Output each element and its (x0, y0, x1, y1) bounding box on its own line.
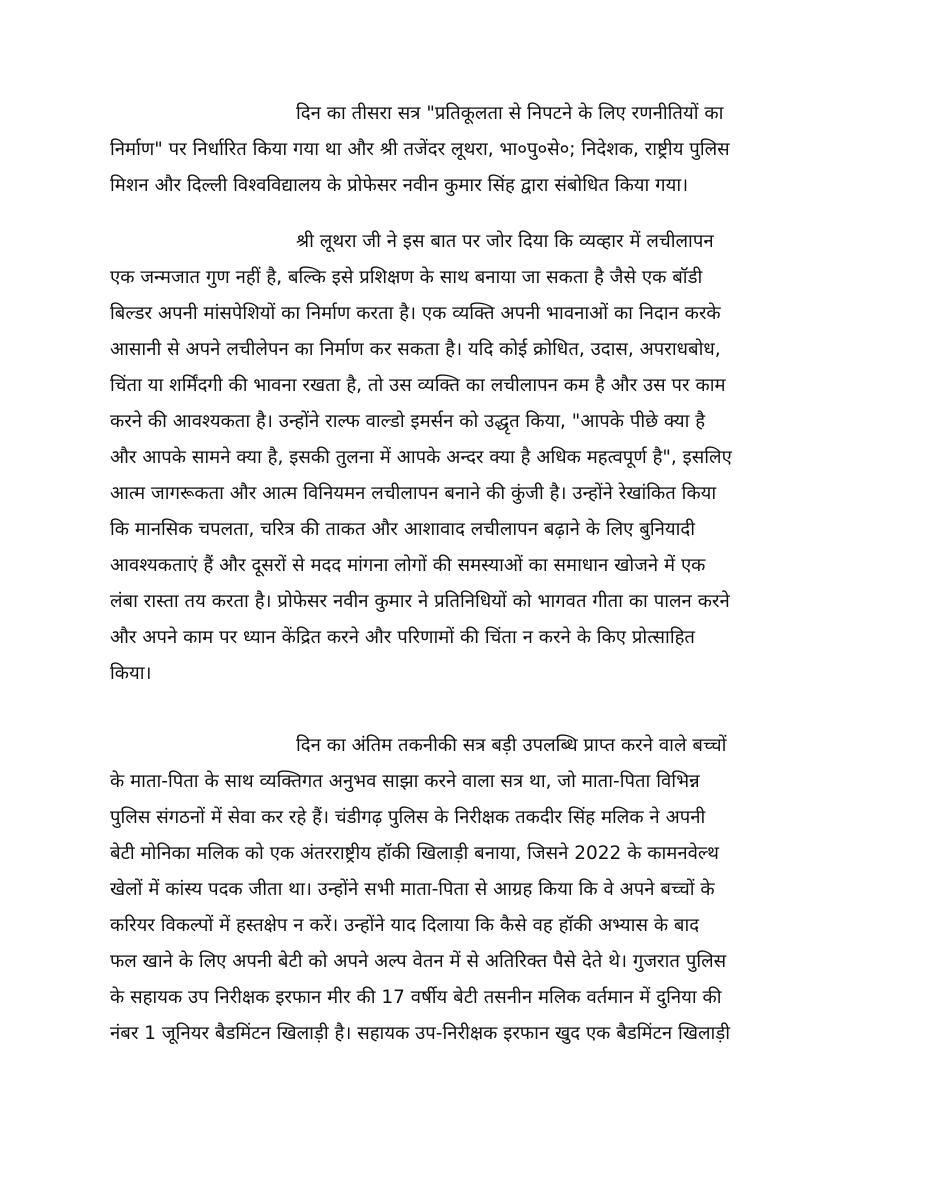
paragraph-line: दिन का अंतिम तकनीकी सत्र बड़ी उपलब्धि प्राप्त करने वाले बच्चों (296, 735, 727, 756)
paragraph-line: किया। (110, 663, 152, 684)
paragraph-line: फल खाने के लिए अपनी बेटी को अपने अल्प वेतन में से अतिरिक्त पैसे देते थे। गुजरात पुलिस (110, 951, 727, 972)
paragraph-line: और अपने काम पर ध्यान केंद्रित करने और परिणामों की चिंता न करने के किए प्रोत्साहित (110, 627, 695, 648)
paragraph-line: आवश्यकताएं हैं और दूसरों से मदद मांगना लोगों की समस्याओं का समाधान खोजने में एक (110, 555, 706, 576)
paragraph-line: आत्म जागरूकता और आत्म विनियमन लचीलापन बनाने की कुंजी है। उन्होंने रेखांकित किया (110, 483, 717, 504)
paragraph-line: मिशन और दिल्ली विश्वविद्यालय के प्रोफेसर नवीन कुमार सिंह द्वारा संबोधित किया गया। (110, 175, 689, 196)
paragraph-third-session (110, 96, 822, 204)
paragraph-line: दिन का तीसरा सत्र "प्रतिकूलता से निपटने के लिए रणनीतियों का (296, 103, 724, 124)
paragraph-line: निर्माण" पर निर्धारित किया गया था और श्री तजेंदर लूथरा, भा०पु०से०; निदेशक, राष्ट्रीय पुलिस (110, 139, 730, 160)
paragraph-line: आसानी से अपने लचीलेपन का निर्माण कर सकता है। यदि कोई क्रोधित, उदास, अपराधबोध, (110, 339, 721, 360)
paragraph-line: बेटी मोनिका मलिक को एक अंतरराष्ट्रीय हॉकी खिलाड़ी बनाया, जिसने 2022 के कामनवेल्थ (110, 843, 719, 864)
paragraph-line: पुलिस संगठनों में सेवा कर रहे हैं। चंडीगढ़ पुलिस के निरीक्षक तकदीर सिंह मलिक ने अपनी (110, 807, 706, 828)
paragraph-line: के सहायक उप निरीक्षक इरफान मीर की 17 वर्षीय बेटी तसनीन मलिक वर्तमान में दुनिया की (110, 987, 722, 1008)
paragraph-line: खेलों में कांस्य पदक जीता था। उन्होंने सभी माता-पिता से आग्रह किया कि वे अपने बच्चों के (110, 879, 715, 900)
paragraph-line: करने की आवश्यकता है। उन्होंने राल्फ वाल्डो इमर्सन को उद्धृत किया, "आपके पीछे क्या है (110, 411, 706, 432)
paragraph-line: नंबर 1 जूनियर बैडमिंटन खिलाड़ी है। सहायक उप-निरीक्षक इरफान खुद एक बैडमिंटन खिलाड़ी (110, 1023, 731, 1044)
paragraph-line: श्री लूथरा जी ने इस बात पर जोर दिया कि व्यव्हार में लचीलापन (296, 231, 714, 252)
paragraph-line: लंबा रास्ता तय करता है। प्रोफेसर नवीन कुमार ने प्रतिनिधियों को भागवत गीता का पालन करने (110, 591, 730, 612)
paragraph-line: कि मानसिक चपलता, चरित्र की ताकत और आशावाद लचीलापन बढ़ाने के लिए बुनियादी (110, 519, 696, 540)
paragraph-line: चिंता या शर्मिंदगी की भावना रखता है, तो उस व्यक्ति का लचीलापन कम है और उस पर काम (110, 375, 726, 396)
paragraph-line: करियर विकल्पों में हस्तक्षेप न करें। उन्होंने याद दिलाया कि कैसे वह हॉकी अभ्यास के बाद (110, 915, 700, 936)
paragraph-line: के माता-पिता के साथ व्यक्तिगत अनुभव साझा करने वाला सत्र था, जो माता-पिता विभिन्न (110, 771, 700, 792)
paragraph-line: और आपके सामने क्या है, इसकी तुलना में आपके अन्दर क्या है अधिक महत्वपूर्ण है", इसलिए (110, 447, 732, 468)
paragraph-luthra-remarks (110, 224, 822, 692)
paragraph-final-session (110, 728, 822, 1052)
paragraph-line: बिल्डर अपनी मांसपेशियों का निर्माण करता है। एक व्यक्ति अपनी भावनाओं का निदान करके (110, 303, 721, 324)
paragraph-line: एक जन्मजात गुण नहीं है, बल्कि इसे प्रशिक्षण के साथ बनाया जा सकता है जैसे एक बॉडी (110, 267, 703, 288)
